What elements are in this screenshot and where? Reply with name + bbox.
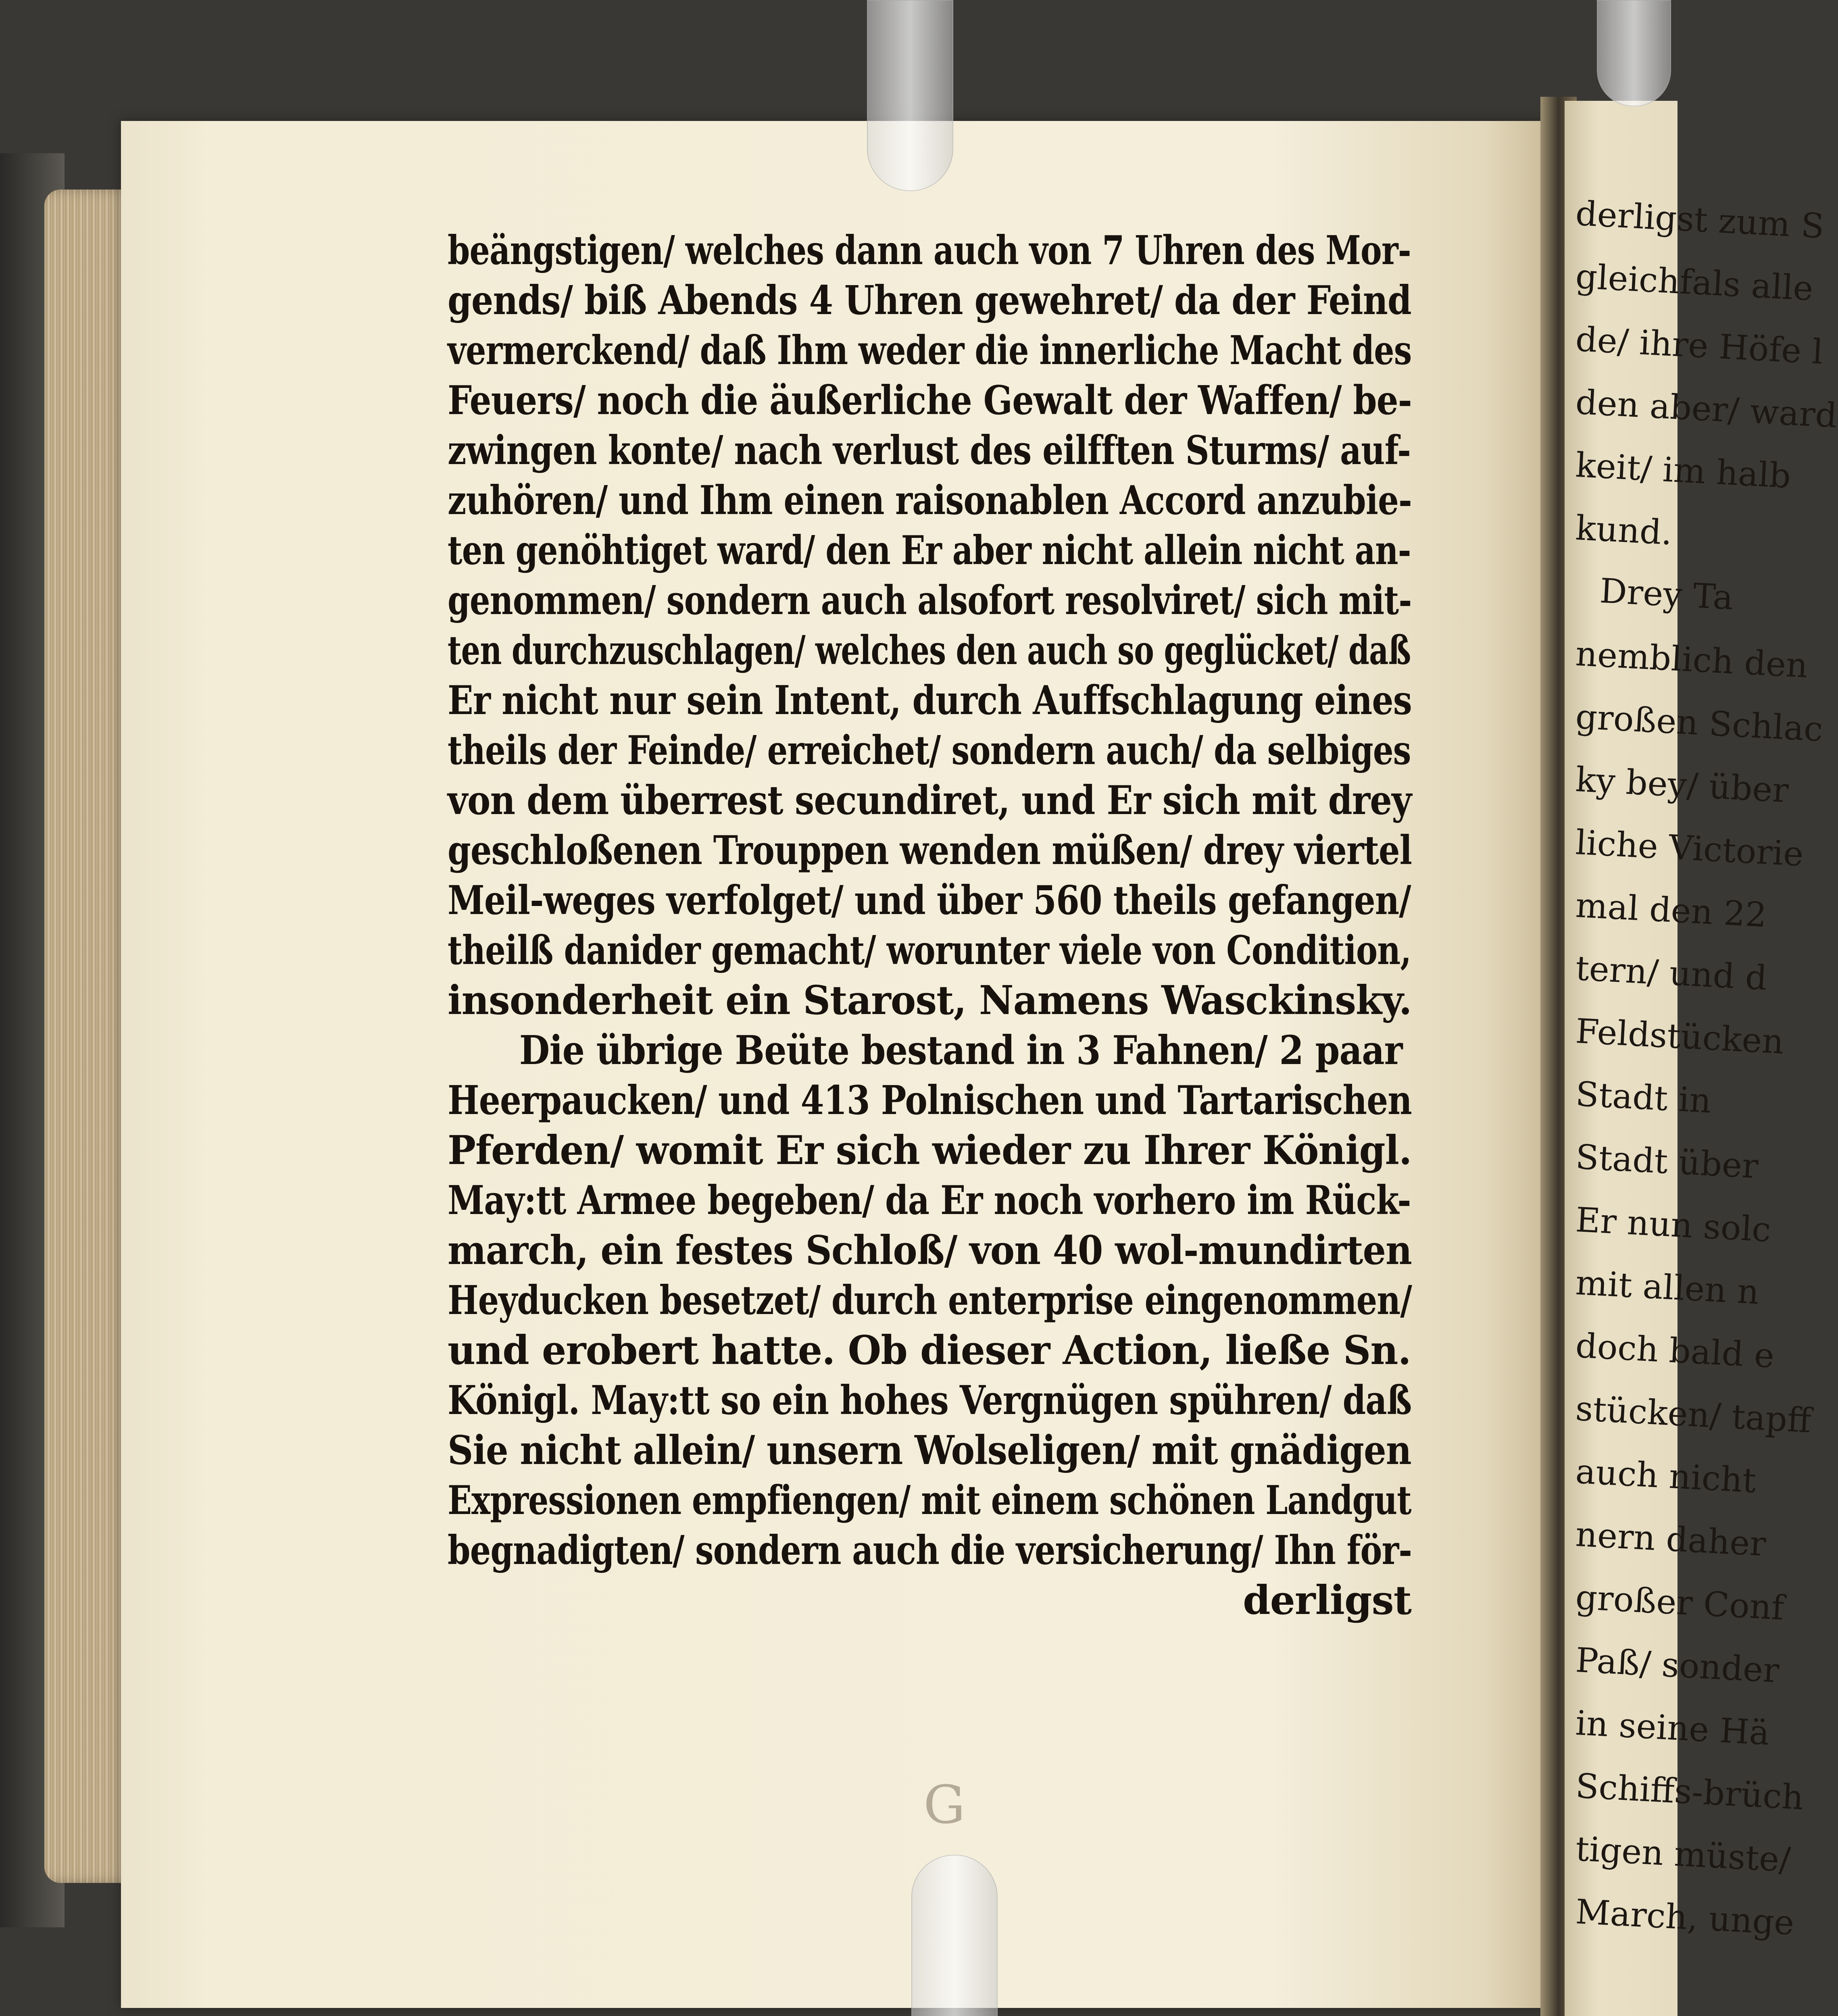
text-line: genommen/ sondern auch alsofort resolviret/ sich mit- bbox=[448, 577, 1412, 624]
facing-page-line: Er nun solc bbox=[1574, 1200, 1772, 1250]
text-line: Expressionen empfiengen/ mit einem schönen Landgut bbox=[448, 1477, 1411, 1524]
text-line: ten durchzuschlagen/ welches den auch so geglücket/ daß bbox=[448, 627, 1411, 674]
facing-page-line: Paß/ sonder bbox=[1574, 1640, 1780, 1691]
text-line: Heyducken besetzet/ durch enterprise eingenommen/ bbox=[448, 1277, 1412, 1324]
facing-page-line: großen Schlac bbox=[1574, 697, 1824, 749]
text-line: zuhören/ und Ihm einen raisonablen Accord anzubie- bbox=[448, 477, 1412, 524]
facing-page-line: stücken/ tapff bbox=[1574, 1389, 1813, 1441]
facing-page-line: tigen müste/ bbox=[1574, 1829, 1792, 1880]
text-line: march, ein festes Schloß/ von 40 wol-mundirten bbox=[448, 1227, 1412, 1274]
facing-page-line: derligst zum S bbox=[1574, 194, 1825, 246]
text-line: Pferden/ womit Er sich wieder zu Ihrer Königl. bbox=[448, 1127, 1412, 1174]
facing-page-line: den aber/ ward bbox=[1574, 382, 1838, 435]
catchword: derligst bbox=[1243, 1577, 1411, 1624]
text-line: Er nicht nur sein Intent, durch Auffschlagung eines bbox=[448, 677, 1412, 724]
text-line: Sie nicht allein/ unsern Wolseligen/ mit gnädigen bbox=[448, 1427, 1411, 1474]
facing-page-line: keit/ im halb bbox=[1574, 445, 1792, 496]
facing-page-line: mal den 22 bbox=[1574, 885, 1768, 935]
facing-page-line: großer Conf bbox=[1574, 1577, 1785, 1628]
text-line: vermerckend/ daß Ihm weder die innerliche Macht des bbox=[448, 327, 1412, 374]
facing-page-line: nemblich den bbox=[1574, 634, 1809, 686]
facing-page-line: Feldstücken bbox=[1574, 1011, 1785, 1062]
facing-page-line: in seine Hä bbox=[1574, 1703, 1771, 1753]
facing-page-line: mit allen n bbox=[1574, 1263, 1760, 1312]
text-line: insonderheit ein Starost, Namens Wasckinsky. bbox=[448, 977, 1412, 1024]
text-line: begnadigten/ sondern auch die versicherung/ Ihn för- bbox=[448, 1527, 1412, 1574]
text-line: geschloßenen Trouppen wenden müßen/ drey viertel bbox=[448, 827, 1412, 874]
facing-page-line: kund. bbox=[1574, 508, 1673, 553]
facing-page-line: auch nicht bbox=[1574, 1452, 1757, 1501]
paragraph-start-line: Die übrige Beüte bestand in 3 Fahnen/ 2 paar bbox=[519, 1027, 1402, 1074]
facing-page-line: nern daher bbox=[1574, 1514, 1767, 1564]
facing-page-line: Drey Ta bbox=[1598, 571, 1734, 618]
facing-page-line: tern/ und d bbox=[1574, 948, 1768, 998]
facing-page-line: March, unge bbox=[1574, 1892, 1795, 1943]
text-line: Feuers/ noch die äußerliche Gewalt der Waffen/ be- bbox=[448, 377, 1412, 424]
text-line: theils der Feinde/ erreichet/ sondern auch/ da selbiges bbox=[448, 727, 1411, 774]
facing-page-line: Stadt über bbox=[1574, 1137, 1759, 1186]
facing-page-line: liche Victorie bbox=[1574, 823, 1805, 874]
main-text-block bbox=[448, 226, 1411, 1626]
facing-page-line: ky bey/ über bbox=[1574, 760, 1790, 810]
facing-page-line: gleichfals alle bbox=[1574, 256, 1814, 308]
text-line: theilß danider gemacht/ worunter viele von Condition, bbox=[448, 927, 1411, 974]
text-line: Heerpaucken/ und 413 Polnischen und Tartarischen bbox=[448, 1077, 1412, 1124]
facing-page-line: Schiffs-brüch bbox=[1574, 1766, 1805, 1818]
text-line: May:tt Armee begeben/ da Er noch vorhero im Rück- bbox=[448, 1177, 1411, 1224]
text-line: beängstigen/ welches dann auch von 7 Uhren des Mor- bbox=[448, 227, 1411, 274]
text-line: Meil-weges verfolget/ und über 560 theils gefangen/ bbox=[448, 877, 1411, 924]
text-line: zwingen konte/ nach verlust des eilfften Sturms/ auf- bbox=[448, 427, 1411, 474]
text-line: ten genöhtiget ward/ den Er aber nicht allein nicht an- bbox=[448, 527, 1411, 574]
facing-page bbox=[1565, 101, 1838, 2016]
page-clip-right bbox=[1597, 0, 1671, 106]
page-clip-top bbox=[867, 0, 953, 191]
signature-mark: G bbox=[923, 1774, 965, 1835]
facing-page-line: de/ ihre Höfe l bbox=[1574, 319, 1824, 372]
facing-page-line: doch bald e bbox=[1574, 1326, 1775, 1376]
facing-page-line: Stadt in bbox=[1574, 1074, 1713, 1121]
page-clip-bottom bbox=[911, 1855, 998, 2016]
text-line: von dem überrest secundiret, und Er sich mit drey bbox=[448, 777, 1412, 824]
text-line: Königl. May:tt so ein hohes Vergnügen spühren/ daß bbox=[448, 1377, 1412, 1424]
book-page-edges bbox=[44, 190, 133, 1883]
text-line: und erobert hatte. Ob dieser Action, ließe Sn. bbox=[448, 1327, 1411, 1374]
text-line: gends/ biß Abends 4 Uhren gewehret/ da der Feind bbox=[448, 277, 1411, 324]
